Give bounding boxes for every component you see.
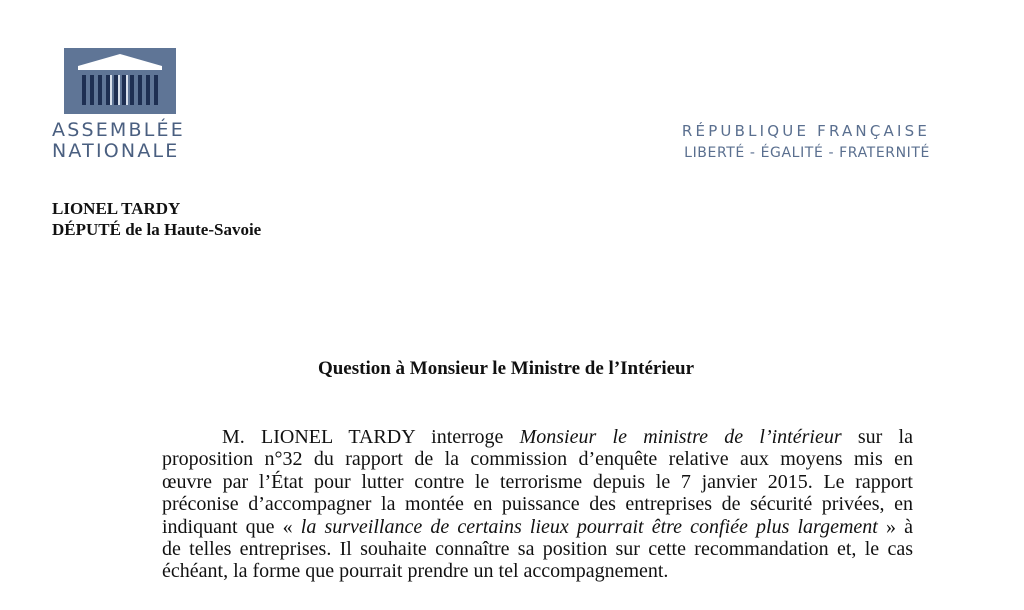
republic-motto: LIBERTÉ - ÉGALITÉ - FRATERNITÉ [684,145,930,161]
logo-pediment [78,54,162,66]
body-line-1-a: M. LIONEL TARDY interroge [222,426,520,448]
author-title-strong: DÉPUTÉ [52,220,121,239]
subject-text: Question à Monsieur le Ministre de l’Intérieur [317,358,695,379]
body-line-1 [162,426,913,448]
author-title [52,219,261,240]
republic-title: RÉPUBLIQUE FRANÇAISE [681,122,930,140]
author-block [52,198,261,240]
logo-line-1: ASSEMBLÉE [52,119,185,141]
body-line-1-c: sur la [841,426,913,448]
author-name: LIONEL TARDY [52,199,181,218]
logo-line-2: NATIONALE [52,140,180,162]
body-line-5-c: » à [877,515,913,538]
question-subject [0,358,1024,380]
assemblee-nationale-building-icon [64,48,176,114]
author-title-rest: de la Haute-Savoie [120,220,262,239]
assemblee-nationale-logo [64,48,176,114]
body-line-3: œuvre par l’État pour lutter contre le terrorisme depuis le 7 janvier 2015. Le rapport [162,470,913,493]
body-line-1-b: Monsieur le ministre de l’intérieur [519,426,842,448]
body-line-6: de telles entreprises. Il souhaite connaître sa position sur cette recommandation et, le cas [162,538,913,561]
body-line-5-b: la surveillance de certains lieux pourrait être confiée plus largement [300,515,878,538]
assemblee-nationale-wordmark [52,120,185,162]
question-body [162,426,913,583]
body-line-7: échéant, la forme que pourrait prendre un tel accompagnement. [162,560,669,583]
republic-header [682,120,930,164]
body-line-2: proposition n°32 du rapport de la commission d’enquête relative aux moyens mis en [162,448,913,471]
logo-entablature [78,66,162,70]
body-line-5 [162,516,913,538]
body-line-4: préconise d’accompagner la montée en puissance des entreprises de sécurité privées, en [162,493,913,516]
body-line-5-a: indiquant que « [162,515,301,538]
